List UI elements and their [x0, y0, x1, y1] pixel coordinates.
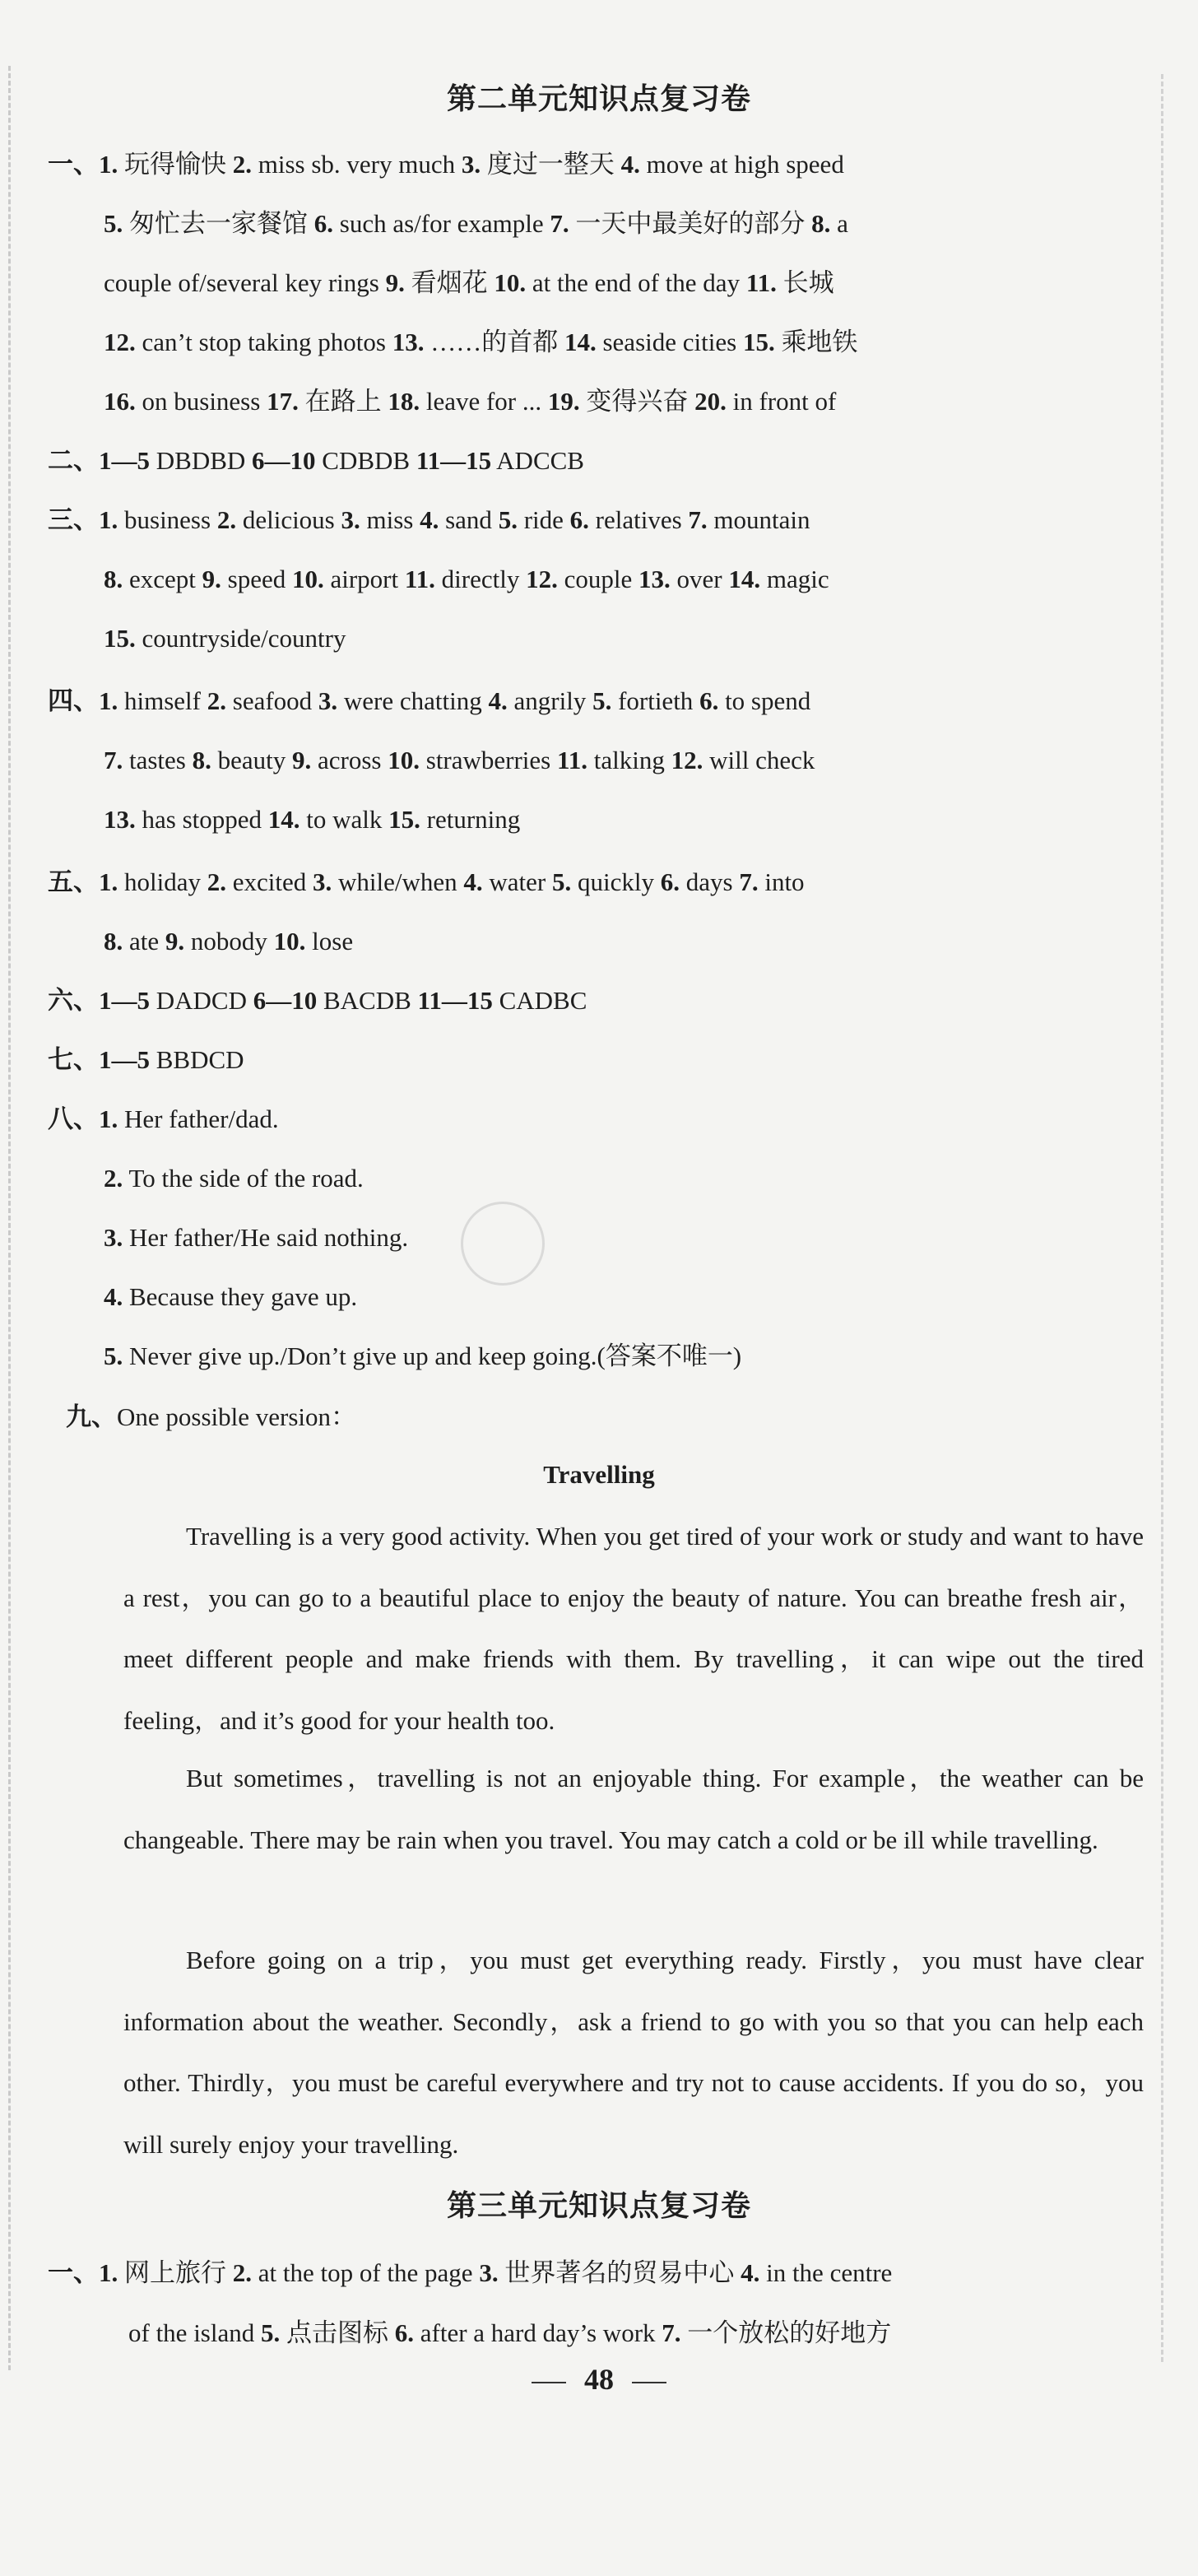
- answer-number: 三、: [48, 505, 99, 534]
- answer-number: 9.: [202, 565, 221, 593]
- unit2-answer-line: [104, 744, 815, 777]
- unit3-answer-line: [128, 2317, 891, 2350]
- unit2-answer-line: [104, 622, 346, 655]
- answer-number: 7.: [662, 2318, 681, 2347]
- answer-number: 13.: [104, 805, 136, 834]
- answer-text: ……的首都: [424, 328, 564, 356]
- answer-text: BBDCD: [150, 1045, 244, 1074]
- answer-number: 15.: [742, 328, 775, 356]
- answer-number: 3.: [341, 505, 360, 534]
- answer-number: 16.: [104, 387, 136, 416]
- answer-text: beauty: [211, 746, 293, 774]
- answer-text: 看烟花: [404, 268, 495, 297]
- answer-text: mountain: [707, 505, 810, 534]
- answer-number: 13.: [392, 328, 425, 356]
- answer-text: at the top of the page: [252, 2258, 480, 2287]
- answer-text: lose: [305, 927, 354, 956]
- essay-paragraph-3: Before going on a trip，you must get everything ready. Firstly，you must have clear information about the weather. Secondly，ask a friend to go with you so that you can help each other. Thirdly，you must be careful everywhere and try not to cause accidents. If you do so，you will surely enjoy your travelling.: [123, 1946, 1144, 2159]
- answer-text: days: [680, 867, 740, 896]
- answer-number: 5.: [592, 686, 612, 715]
- answer-number: 2.: [216, 505, 237, 534]
- answer-number: 4.: [104, 1282, 123, 1311]
- answer-number: 10.: [273, 927, 306, 956]
- answer-number: 11—15: [417, 986, 493, 1015]
- answer-text: miss: [360, 505, 420, 534]
- answer-number: 1.: [99, 686, 118, 715]
- answer-text: ate: [123, 927, 165, 956]
- unit2-title: 第二单元知识点复习卷: [446, 82, 751, 116]
- answer-text: speed: [221, 565, 292, 593]
- answer-text: couple: [557, 565, 638, 593]
- answer-number: 2.: [232, 150, 252, 179]
- answer-text: countryside/country: [135, 624, 346, 653]
- answer-text: in the centre: [759, 2258, 893, 2287]
- answer-text: relatives: [588, 505, 689, 534]
- answer-text: can’t stop taking photos: [135, 328, 392, 356]
- answer-text: himself: [118, 686, 207, 715]
- answer-text: leave for ...: [420, 387, 548, 416]
- answer-text: 世界著名的贸易中心: [498, 2258, 741, 2287]
- answer-text: were chatting: [337, 686, 489, 715]
- answer-text: move at high speed: [639, 150, 844, 179]
- answer-text: Her father/dad.: [118, 1104, 279, 1133]
- answer-number: 5.: [104, 1341, 123, 1370]
- answer-number: 9.: [292, 746, 312, 774]
- unit2-answer-line: [104, 326, 857, 359]
- answer-text: Her father/He said nothing.: [123, 1223, 409, 1252]
- answer-number: 11.: [557, 746, 588, 774]
- answer-text: water: [482, 867, 552, 896]
- answer-number: 6.: [569, 505, 589, 534]
- answer-number: 1.: [99, 2258, 118, 2287]
- answer-text: miss sb. very much: [252, 150, 462, 179]
- answer-number: 7.: [104, 746, 123, 774]
- answer-number: 12.: [671, 746, 703, 774]
- answer-number: 1—5: [99, 446, 150, 475]
- answer-text: One possible version：: [117, 1402, 357, 1431]
- essay-paragraph-1: Travelling is a very good activity. When you get tired of your work or study and want to have a rest，you can go to a beautiful place to enjoy the beauty of nature. You can breathe fresh air，meet different people and make friends with them. By travelling，it can wipe out the tired feeling，and it’s good for your health too.: [123, 1522, 1144, 1735]
- answer-text: ADCCB: [491, 446, 584, 475]
- answer-number: 6—10: [252, 446, 316, 475]
- answer-number: 12.: [104, 328, 136, 356]
- answer-text: delicious: [236, 505, 341, 534]
- answer-text: excited: [226, 867, 313, 896]
- answer-text: 变得兴奋: [579, 387, 695, 416]
- answer-number: 1—5: [99, 1045, 150, 1074]
- answer-number: 一、: [48, 2258, 99, 2287]
- answer-number: 6.: [313, 209, 333, 238]
- answer-text: BACDB: [317, 986, 418, 1015]
- answer-number: 7.: [688, 505, 708, 534]
- answer-number: 2.: [207, 686, 226, 715]
- answer-text: magic: [760, 565, 829, 593]
- answer-number: 3.: [318, 686, 338, 715]
- answer-number: 8.: [811, 209, 831, 238]
- answer-text: while/when: [332, 867, 464, 896]
- unit2-answer-line: [48, 866, 805, 899]
- answer-number: 7.: [739, 867, 759, 896]
- answer-text: CDBDB: [315, 446, 416, 475]
- unit2-answer-line: [48, 984, 587, 1017]
- answer-number: 7.: [550, 209, 569, 238]
- answer-number: 6.: [699, 686, 719, 715]
- answer-text: 度过一整天: [481, 150, 621, 179]
- answer-text: a: [830, 209, 848, 238]
- page-number-value: 48: [584, 2363, 614, 2396]
- answer-number: 3.: [479, 2258, 499, 2287]
- answer-text: business: [118, 505, 217, 534]
- answer-number: 4.: [741, 2258, 760, 2287]
- answer-text: 一天中最美好的部分: [569, 209, 812, 238]
- answer-text: into: [758, 867, 805, 896]
- answer-text: has stopped: [135, 805, 268, 834]
- answer-text: DBDBD: [150, 446, 253, 475]
- answer-number: 七、: [48, 1045, 99, 1074]
- unit2-answer-line: [104, 385, 836, 418]
- answer-number: 11.: [745, 268, 777, 297]
- answer-number: 1.: [99, 150, 118, 179]
- answer-text: 在路上: [298, 387, 388, 416]
- answer-text: ride: [517, 505, 570, 534]
- answer-number: 3.: [313, 867, 332, 896]
- answer-number: 6.: [660, 867, 680, 896]
- answer-number: 2.: [207, 867, 226, 896]
- answer-number: 5.: [261, 2318, 281, 2347]
- answer-number: 3.: [104, 1223, 123, 1252]
- answer-text: sand: [439, 505, 499, 534]
- answer-text: Never give up./Don’t give up and keep going.(答案不唯一): [123, 1341, 742, 1370]
- answer-text: fortieth: [611, 686, 700, 715]
- answer-number: 3.: [461, 150, 481, 179]
- unit2-answer-line: [104, 563, 829, 596]
- answer-number: 2.: [232, 2258, 252, 2287]
- answer-text: of the island: [128, 2318, 261, 2347]
- answer-text: couple of/several key rings: [104, 268, 386, 297]
- answer-number: 1.: [99, 1104, 118, 1133]
- answer-text: angrily: [507, 686, 593, 715]
- answer-number: 10.: [494, 268, 527, 297]
- answer-text: except: [123, 565, 202, 593]
- answer-number: 14.: [728, 565, 761, 593]
- answer-number: 13.: [638, 565, 671, 593]
- page-number: [0, 2362, 1198, 2397]
- answer-number: 5.: [104, 209, 123, 238]
- unit2-answer-line: [48, 444, 584, 477]
- answer-number: 九、: [66, 1402, 117, 1431]
- answer-number: 4.: [620, 150, 640, 179]
- unit2-answer-line: [66, 1401, 356, 1434]
- answer-text: 点击图标: [280, 2318, 395, 2347]
- answer-number: 4.: [420, 505, 439, 534]
- answer-text: quickly: [571, 867, 661, 896]
- binding-dashed-line-left: [8, 66, 11, 2370]
- answer-text: 一个放松的好地方: [680, 2318, 892, 2347]
- answer-text: 乘地铁: [774, 328, 858, 356]
- unit2-answer-line: [104, 207, 848, 240]
- unit3-title: 第三单元知识点复习卷: [446, 2189, 751, 2223]
- answer-text: across: [311, 746, 388, 774]
- answer-number: 9.: [385, 268, 405, 297]
- unit2-answer-line: [48, 685, 810, 718]
- answer-number: 八、: [48, 1104, 99, 1133]
- essay-paragraph-2: But sometimes，travelling is not an enjoyable thing. For example，the weather can be changeable. There may be rain when you travel. You may catch a cold or be ill while travelling.: [123, 1764, 1144, 1854]
- answer-text: To the side of the road.: [123, 1164, 364, 1193]
- answer-text: to spend: [718, 686, 811, 715]
- answer-text: Because they gave up.: [123, 1282, 358, 1311]
- answer-number: 17.: [267, 387, 299, 416]
- answer-number: 11—15: [416, 446, 492, 475]
- answer-number: 四、: [48, 686, 99, 715]
- answer-text: after a hard day’s work: [414, 2318, 662, 2347]
- answer-number: 11.: [404, 565, 435, 593]
- binding-dashed-line-right: [1161, 74, 1163, 2362]
- answer-text: 玩得愉快: [118, 150, 233, 179]
- unit3-answer-line: [48, 2257, 892, 2290]
- answer-text: CADBC: [492, 986, 587, 1015]
- answer-number: 1.: [99, 505, 118, 534]
- answer-number: 五、: [48, 867, 99, 896]
- answer-number: 9.: [165, 927, 185, 956]
- answer-text: to walk: [300, 805, 389, 834]
- answer-text: holiday: [118, 867, 207, 896]
- unit2-answer-line: [48, 1044, 244, 1076]
- answer-number: 15.: [388, 805, 420, 834]
- answer-number: 5.: [498, 505, 518, 534]
- unit2-answer-line: [104, 1221, 408, 1254]
- answer-text: strawberries: [420, 746, 557, 774]
- answer-text: seafood: [226, 686, 318, 715]
- unit2-answer-line: [48, 504, 810, 537]
- answer-number: 12.: [526, 565, 558, 593]
- answer-number: 1—5: [99, 986, 150, 1015]
- answer-number: 8.: [192, 746, 211, 774]
- answer-text: talking: [587, 746, 671, 774]
- unit2-answer-line: [104, 803, 520, 836]
- answer-text: 匆忙去一家餐馆: [123, 209, 314, 238]
- answer-text: 长城: [776, 268, 834, 297]
- answer-text: in front of: [726, 387, 837, 416]
- answer-number: 18.: [388, 387, 420, 416]
- answer-number: 2.: [104, 1164, 123, 1193]
- answer-text: DADCD: [150, 986, 253, 1015]
- answer-number: 10.: [388, 746, 420, 774]
- answer-number: 8.: [104, 927, 123, 956]
- essay-title: Travelling: [543, 1460, 655, 1489]
- answer-number: 10.: [291, 565, 324, 593]
- answer-number: 14.: [564, 328, 597, 356]
- answer-number: 6.: [394, 2318, 414, 2347]
- answer-number: 一、: [48, 150, 99, 179]
- answer-text: nobody: [184, 927, 274, 956]
- answer-number: 5.: [552, 867, 572, 896]
- answer-text: tastes: [123, 746, 193, 774]
- answer-number: 二、: [48, 446, 99, 475]
- answer-number: 19.: [547, 387, 580, 416]
- answer-number: 4.: [488, 686, 508, 715]
- answer-text: 网上旅行: [118, 2258, 233, 2287]
- answer-number: 15.: [104, 624, 136, 653]
- unit2-answer-line: [104, 1281, 357, 1314]
- answer-text: on business: [135, 387, 267, 416]
- unit2-answer-line: [48, 1103, 279, 1136]
- answer-text: returning: [420, 805, 521, 834]
- answer-text: such as/for example: [333, 209, 550, 238]
- unit2-answer-line: [104, 925, 353, 958]
- unit2-answer-line: [104, 267, 834, 300]
- answer-number: 1.: [99, 867, 118, 896]
- answer-number: 20.: [694, 387, 727, 416]
- answer-text: at the end of the day: [526, 268, 746, 297]
- answer-number: 六、: [48, 986, 99, 1015]
- unit2-answer-line: [48, 148, 844, 181]
- watermark-stamp-icon: [461, 1202, 545, 1286]
- answer-text: airport: [323, 565, 405, 593]
- answer-number: 14.: [267, 805, 300, 834]
- answer-text: over: [670, 565, 729, 593]
- answer-number: 8.: [104, 565, 123, 593]
- unit2-answer-line: [104, 1340, 741, 1373]
- answer-number: 6—10: [253, 986, 318, 1015]
- answer-text: will check: [703, 746, 815, 774]
- answer-text: directly: [434, 565, 527, 593]
- answer-text: seaside cities: [596, 328, 743, 356]
- answer-number: 4.: [463, 867, 483, 896]
- unit2-answer-line: [104, 1162, 364, 1195]
